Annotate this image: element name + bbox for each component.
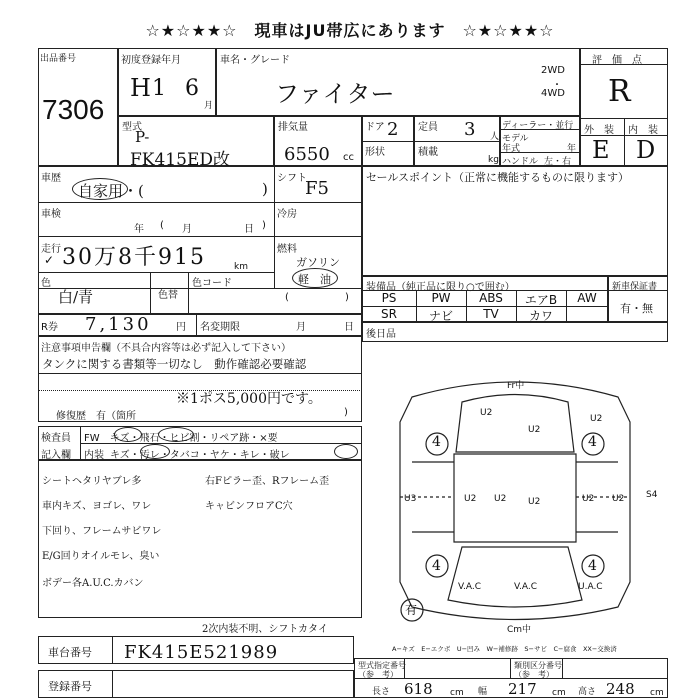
circle-kizu [114,427,142,442]
color-value: 白/青 [58,288,94,306]
displacement-label: 排気量 [278,122,308,133]
equip-leather: カワ [528,309,553,323]
rear-seat-box [362,322,668,342]
circle-yabure [334,444,358,459]
mark-8: U2 [464,494,477,504]
inspector-interior-items: キズ・汚レ・タバコ・ヤケ・キレ・破レ [110,450,290,461]
handle-value: 左・右 [544,157,572,167]
circle-tobi [158,427,194,442]
inspection-paren-close: ) [262,220,266,231]
name-change-month: 月 [296,322,306,333]
mark-3: 4 [432,558,441,574]
diagram-bottom-note: 2次内装不明、シフトカタイ [202,624,328,635]
model-prefix: P- [135,128,150,146]
first-reg-month-unit: 月 [204,101,214,111]
fuel-gasoline: ガソリン [296,256,340,269]
car-name-value: ファイター [275,80,395,108]
mileage-label: 走行 [41,244,61,255]
lot-number: 7306 [42,94,105,125]
equipment-label: 装備品（純正品に限り○で囲む） [366,282,515,293]
rebate-unit: 円 [176,322,186,333]
doors-label: ドア [365,122,385,133]
model-year-unit: 年 [567,144,577,154]
first-reg-era: H [130,74,151,102]
spec-length-label: 長さ [372,687,391,697]
exterior-grade: E [592,136,610,164]
cooling-label: 冷房 [277,209,297,220]
spec-width: 217 [508,680,537,698]
inspection-year: 年 [134,224,144,235]
equip-airbag: エアB [524,293,558,307]
doors-value: 2 [387,119,399,140]
chassis-label: 車台番号 [48,646,92,659]
mark-17: U.A.C [578,582,603,592]
model-year-label2: 年式 [502,144,521,154]
equip-aw: AW [577,291,597,305]
spec-width-unit: cm [552,688,566,698]
mark-4: 4 [588,558,597,574]
name-change-day: 日 [344,322,354,333]
dealer-label: ディーラー・並行 [502,121,574,131]
condition-note-right-1: 右Fピラー歪、Rフレーム歪 [205,476,330,487]
shift-label: シフト [277,173,307,184]
rear-seat-label: 後日品 [366,329,396,340]
spec-width-label: 幅 [478,687,488,697]
exterior-label: 外 装 [584,125,614,136]
equip-tv: TV [483,307,499,321]
mark-6: U2 [528,425,541,435]
diagram-rear: Cm中 [507,625,532,635]
equip-pw: PW [431,291,451,305]
mark-18: 有 [405,603,418,617]
mark-10: U2 [528,497,541,507]
repair-label: 修復歴 有（箇所 [56,411,136,422]
load-label: 積載 [418,147,438,158]
history-value: 自家用・( [78,182,144,200]
spec-type-label: 型式指定番号 [358,661,406,670]
rebate-value: 7,130 [85,314,152,335]
condition-note-2: 車内キズ、ヨゴレ、ワレ [42,501,152,512]
spec-class-label: 類別区分番号 [514,661,562,670]
first-reg-label: 初度登録年月 [121,55,181,66]
handle-label: ハンドル [502,157,539,167]
notes-text: タンクに関する書類等一切なし 動作確認必要確認 [42,357,307,371]
spec-height: 248 [606,680,635,698]
car-name-label: 車名・グレード [220,55,290,66]
history-label: 車歴 [41,173,61,184]
diagram-legend: A−キズ E−エクボ U−凹み W−補修跡 S−サビ C−腐食 XX−交換済 [392,645,617,653]
rebate-label: R券 [41,322,58,333]
interior-grade: D [636,136,656,164]
fuel-diesel: 軽 油 [298,273,331,286]
warranty-label: 新車保証書 [612,282,658,292]
interior-label: 内 装 [628,125,658,136]
model-year-label1: モデル [502,134,529,144]
inspector-interior-label: 内装 [84,450,104,461]
evaluation-label: 評 価 点 [592,55,642,66]
mileage-unit: km [234,262,248,272]
history-close: ) [262,180,268,198]
inspection-day: 日 [244,224,254,235]
drive-4wd: 4WD [541,88,565,99]
lot-label: 出品番号 [40,54,77,64]
capacity-value: 3 [464,119,476,140]
reg-label: 登録番号 [48,680,92,693]
spec-type-ref: （参 考） [358,670,398,679]
mark-11: U2 [582,494,595,504]
equip-sr: SR [381,307,397,321]
notes-price: ※1ポス5,000円です。 [176,391,322,407]
drive-sep: ・ [552,80,562,91]
inspector-label: 検査員 [41,433,71,444]
mark-15: V.A.C [458,582,482,592]
inspector-exterior-items: FW キズ・飛石・ヒビ割・リペア跡・×要 [84,433,278,444]
fuel-paren-close: ) [345,292,349,303]
model-label: 型式 [122,122,142,133]
mark-14: S4 [646,490,658,500]
circle-yogore [140,444,170,459]
spec-height-label: 高さ [578,687,597,697]
condition-note-right-2: キャビンフロアC穴 [205,501,293,512]
mark-9: U2 [494,494,507,504]
color-code-label: 色コード [192,278,232,289]
mark-5: U2 [480,408,493,418]
condition-note-1: シートヘタリヤブレ多 [42,476,142,487]
capacity-unit: 人 [490,132,500,142]
spec-class-ref: （参 考） [514,670,554,679]
mark-2: 4 [588,434,597,450]
condition-note-5: ボデー各A.U.C.カバン [42,578,144,589]
capacity-label: 定員 [418,122,438,133]
warranty-value: 有・無 [620,302,653,315]
mark-16: V.A.C [514,582,538,592]
first-reg-month: 6 [185,76,199,101]
mileage-value: 30万8千915 [62,245,206,270]
shift-value: F5 [305,178,329,199]
shape-label: 形状 [365,147,385,158]
header-banner: ☆★☆★★☆ 現車はJU帯広にあります ☆★☆★★☆ [145,21,555,40]
mark-13: U3 [404,494,417,504]
equip-abs: ABS [479,291,503,305]
sales-point-label: セールスポイント（正常に機能するものに限ります） [366,171,630,184]
fuel-paren-open: ( [285,292,289,303]
displacement-unit: cc [343,152,354,163]
inspection-label: 車検 [41,209,61,220]
equip-ps: PS [381,291,397,305]
notes-label: 注意事項申告欄（不具合内容等は必ず記入して下さい） [41,343,291,354]
displacement-value: 6550 [284,144,330,165]
color-change-label: 色替 [158,290,178,301]
inspector-record-label: 記入欄 [41,450,71,461]
diagram-front: Fr中 [507,381,525,391]
color-label: 色 [41,278,51,289]
inspection-month: 月 [182,224,192,235]
mark-7: U2 [590,414,603,424]
equip-navi: ナビ [428,309,453,323]
fuel-label: 燃料 [277,244,297,255]
mileage-check: ✓ [44,253,55,267]
mark-1: 4 [432,434,441,450]
inspection-paren-open: ( [160,220,164,231]
condition-note-4: E/G回りオイルモレ、臭い [42,551,160,562]
repair-close: ) [344,407,348,418]
model-value: FK415ED改 [130,150,230,170]
mark-12: U2 [612,494,625,504]
name-change-label: 名変期限 [200,322,240,333]
evaluation-score: R [608,74,631,109]
spec-length-unit: cm [450,688,464,698]
drive-2wd: 2WD [541,65,565,76]
condition-note-3: 下回り、フレームサビワレ [42,526,162,537]
first-reg-year: 1 [152,76,166,101]
load-unit: kg [488,155,499,165]
chassis-value: FK415E521989 [124,642,279,663]
spec-length: 618 [404,680,433,698]
spec-height-unit: cm [650,688,664,698]
